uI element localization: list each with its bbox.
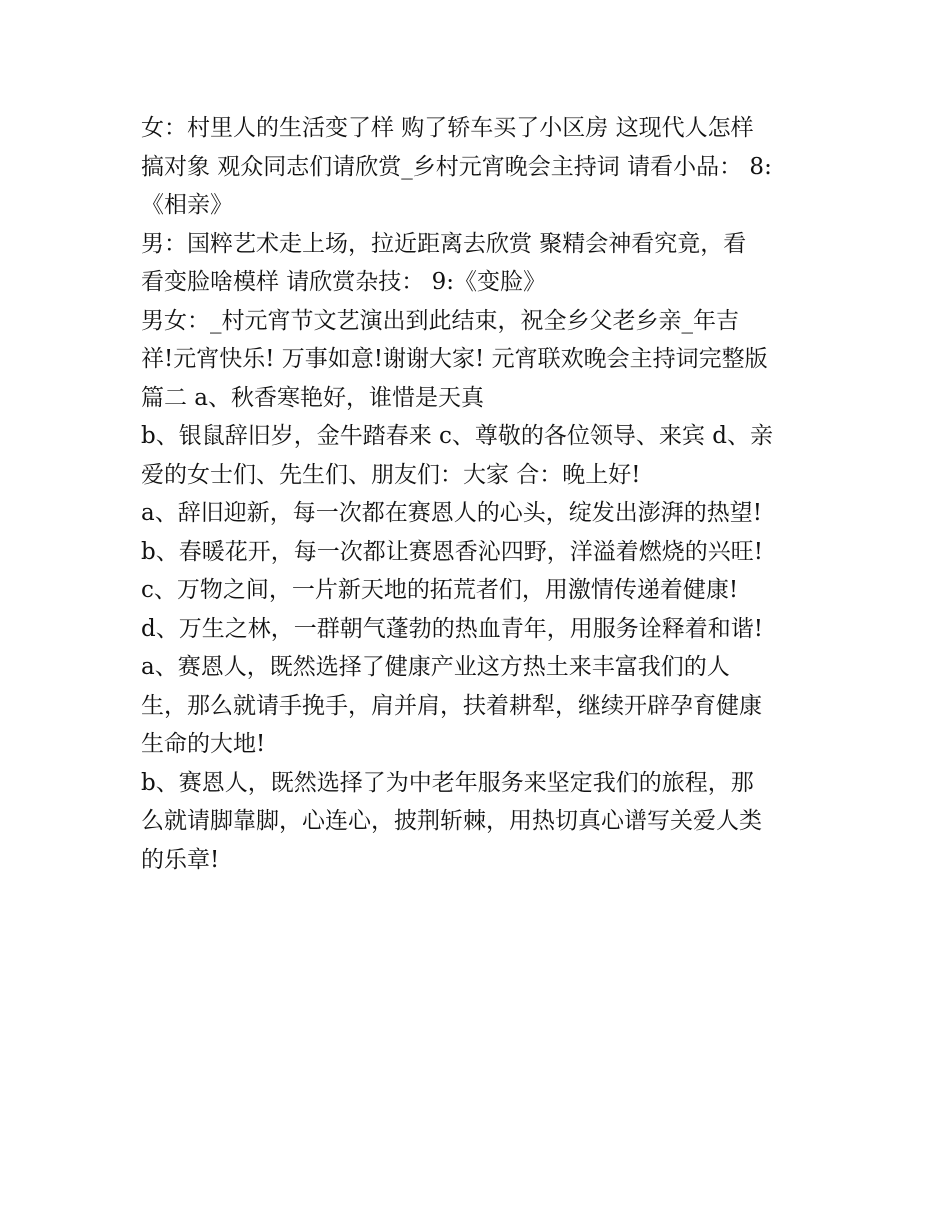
text-line: 男女：_村元宵节文艺演出到此结束，祝全乡父老乡亲_年吉 bbox=[141, 307, 739, 334]
text-line: 生命的大地! bbox=[141, 731, 266, 757]
text-line: a、赛恩人，既然选择了健康产业这方热土来丰富我们的人 bbox=[141, 654, 730, 680]
text-line: c、万物之间，一片新天地的拓荒者们，用激情传递着健康! bbox=[141, 577, 739, 603]
text-line: 搞对象 观众同志们请欣赏_乡村元宵晚会主持词 请看小品： 8: bbox=[141, 153, 772, 180]
text-line: 看变脸啥模样 请欣赏杂技： 9:《变脸》 bbox=[141, 269, 547, 295]
text-line: 爱的女士们、先生们、朋友们：大家 合：晚上好! bbox=[141, 461, 641, 488]
text-line: 生，那么就请手挽手，肩并肩，扶着耕犁，继续开辟孕育健康 bbox=[141, 692, 762, 719]
text-line: b、银鼠辞旧岁，金牛踏春来 c、尊敬的各位领导、来宾 d、亲 bbox=[141, 423, 773, 449]
text-line: b、赛恩人，既然选择了为中老年服务来坚定我们的旅程，那 bbox=[141, 769, 754, 796]
text-line: 女：村里人的生活变了样 购了轿车买了小区房 这现代人怎样 bbox=[141, 115, 754, 141]
text-line: 男：国粹艺术走上场，拉近距离去欣赏 聚精会神看究竟，看 bbox=[141, 230, 747, 257]
text-line: d、万生之林，一群朝气蓬勃的热血青年，用服务诠释着和谐! bbox=[141, 615, 763, 642]
text-line: 篇二 a、秋香寒艳好，谁惜是天真 bbox=[141, 384, 485, 411]
text-line: 祥!元宵快乐! 万事如意!谢谢大家! 元宵联欢晚会主持词完整版 bbox=[141, 346, 768, 372]
text-line: b、春暖花开，每一次都让赛恩香沁四野，洋溢着燃烧的兴旺! bbox=[141, 538, 763, 565]
text-line: 《相亲》 bbox=[141, 192, 233, 218]
text-line: 么就请脚靠脚，心连心，披荆斩棘，用热切真心谱写关爱人类 bbox=[141, 808, 762, 834]
document-body bbox=[141, 109, 831, 879]
text-line: 的乐章! bbox=[141, 846, 220, 873]
text-line: a、辞旧迎新，每一次都在赛恩人的心头，绽发出澎湃的热望! bbox=[141, 500, 762, 526]
